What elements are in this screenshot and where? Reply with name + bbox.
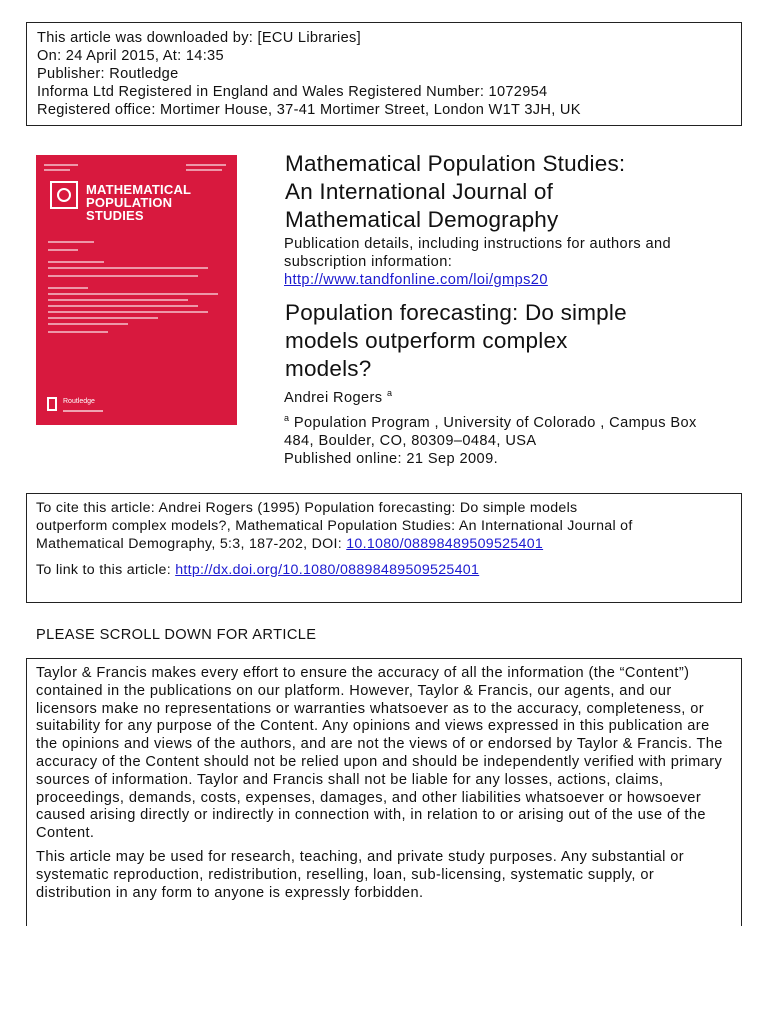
- disclaimer-paragraph: Taylor & Francis makes every effort to ensure the accuracy of all the information (the “Content”) contained in the publications on our platform. However, Taylor & Francis, our agents, and our licensors make no representations or warranties whatsoever as to the accuracy, completeness, or suitability for any purpose of the Content. Any opinions and views expressed in this publication are the opinions and views of the authors, and are not the views of or endorsed by Taylor & Francis. The accuracy of the Content should not be relied upon and should be independently verified with primary sources of information. Taylor and Francis shall not be liable for any losses, actions, claims, proceedings, demands, costs, expenses, damages, and other liabilities whatsoever or howsoever caused arising directly or indirectly in connection with, in relation to or arising out of the use of the Content.: [36, 665, 723, 842]
- registration-line: Informa Ltd Registered in England and Wales Registered Number: 1072954: [37, 84, 548, 100]
- published-date: Published online: 21 Sep 2009.: [284, 451, 499, 467]
- cover-text-stripe: [48, 261, 104, 263]
- article-url-link[interactable]: http://dx.doi.org/10.1080/08898489509525401: [175, 562, 480, 578]
- cover-text-stripe: [48, 293, 218, 295]
- cover-text-stripe: [48, 249, 78, 251]
- publication-details: Publication details, including instructions for authors and subscription information: http://www.tandfonline.com/loi/gmps20: [284, 236, 672, 288]
- routledge-logo-icon: [47, 397, 57, 411]
- cover-text-stripe: [44, 164, 78, 166]
- download-notice-box: [26, 22, 742, 126]
- download-line: This article was downloaded by: [ECU Libraries]: [37, 30, 361, 46]
- registered-office-line: Registered office: Mortimer House, 37-41 Mortimer Street, London W1T 3JH, UK: [37, 102, 581, 118]
- cover-text-stripe: [48, 317, 158, 319]
- cover-text-stripe: [48, 287, 88, 289]
- journal-url-link[interactable]: http://www.tandfonline.com/loi/gmps20: [284, 272, 548, 288]
- cover-text-stripe: [48, 323, 128, 325]
- cover-text-stripe: [48, 241, 94, 243]
- cover-text-stripe: [48, 305, 198, 307]
- cover-publisher: Routledge: [63, 398, 95, 405]
- journal-title: Mathematical Population Studies: An International Journal of Mathematical Demography: [285, 151, 626, 232]
- cover-text-stripe: [48, 331, 108, 333]
- scroll-notice: PLEASE SCROLL DOWN FOR ARTICLE: [36, 627, 317, 643]
- download-date-line: On: 24 April 2015, At: 14:35: [37, 48, 224, 64]
- journal-cover-image: [36, 155, 237, 425]
- author-affiliation: $^a$ Population Program , University of Colorado , Campus Box 484, Boulder, CO, 80309–0484, USA Published online: 21 Sep 2009.: [284, 409, 744, 468]
- author-affiliation-marker: a: [386, 388, 393, 398]
- doi-link[interactable]: 10.1080/08898489509525401: [346, 536, 544, 552]
- cover-text-stripe: [48, 275, 198, 277]
- cover-text-stripe: [48, 267, 208, 269]
- disclaimer-box: [26, 658, 742, 926]
- article-title: Population forecasting: Do simple models outperform complex models?: [285, 300, 627, 381]
- cover-emblem-icon: [50, 181, 78, 209]
- cover-text-stripe: [186, 169, 222, 171]
- usage-paragraph: This article may be used for research, teaching, and private study purposes. Any substantial or systematic reproduction, redistribution, reselling, loan, sub-licensing, systematic supply, or distribution in any form to anyone is expressly forbidden.: [36, 848, 685, 901]
- author-name: Andrei Rogers $^a$: [284, 388, 393, 406]
- cover-text-stripe: [48, 311, 208, 313]
- cover-text-stripe: [63, 410, 103, 412]
- link-label: To link to this article:: [36, 562, 176, 578]
- cover-title: MATHEMATICAL POPULATION STUDIES: [86, 182, 192, 223]
- publisher-line: Publisher: Routledge: [37, 66, 179, 82]
- citation-box: To cite this article: Andrei Rogers (1995) Population forecasting: Do simple models outperform complex models?, Mathematical Population Studies: An International Journal of Mathematical Demography, 5:3, 187-202, DOI: 10.1080/08898489509525401 To link to this article: http://dx.doi.org/10.1080/08898489509525401: [26, 493, 742, 603]
- cover-text-stripe: [44, 169, 70, 171]
- cover-text-stripe: [48, 299, 188, 301]
- cover-text-stripe: [186, 164, 226, 166]
